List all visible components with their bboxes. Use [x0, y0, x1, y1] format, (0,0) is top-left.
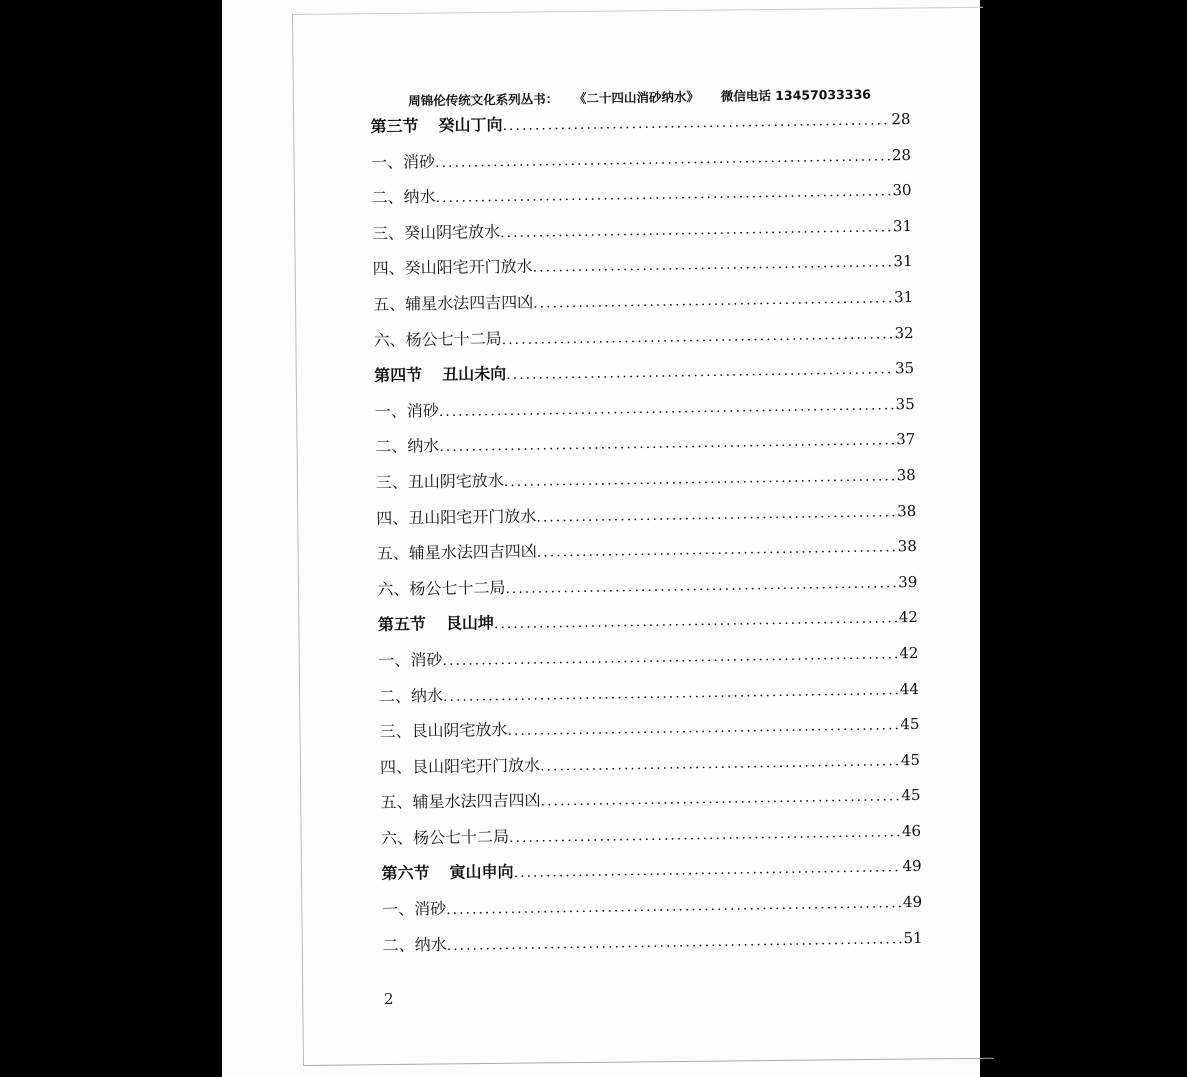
entry-page-number: 28 — [891, 145, 912, 164]
entry-title: 六、杨公七十二局 — [373, 328, 502, 350]
dot-leader — [536, 504, 895, 525]
dot-leader — [435, 148, 890, 171]
section-title: 丑山未向 — [442, 364, 507, 385]
entry-page-number: 42 — [899, 643, 919, 663]
entry-title: 四、艮山阳宅开门放水 — [379, 755, 541, 777]
dot-leader — [502, 112, 889, 134]
entry-page-number: 44 — [899, 679, 920, 698]
dot-leader — [509, 824, 900, 846]
entry-page-number: 46 — [901, 821, 922, 841]
entry-title: 四、丑山阳宅开门放水 — [376, 506, 537, 528]
dot-leader — [537, 539, 896, 560]
entry-title — [378, 611, 494, 636]
section-number: 第六节 — [381, 863, 430, 884]
dot-leader — [442, 646, 897, 669]
dot-leader — [439, 433, 894, 456]
dot-leader — [504, 468, 895, 490]
dot-leader — [514, 860, 901, 882]
entry-title: 四、癸山阳宅开门放水 — [372, 256, 533, 279]
entry-title: 一、消砂 — [381, 899, 447, 919]
entry-title: 一、消砂 — [378, 649, 443, 670]
entry-title: 二、纳水 — [375, 436, 440, 457]
entry-page-number: 38 — [896, 465, 916, 485]
section-number: 第五节 — [377, 614, 427, 635]
entry-page-number: 45 — [900, 715, 920, 734]
entry-title: 二、纳水 — [371, 187, 436, 208]
entry-page-number: 45 — [901, 786, 921, 805]
entry-page-number: 28 — [891, 109, 911, 129]
entry-page-number: 32 — [894, 323, 914, 342]
entry-page-number: 31 — [893, 252, 913, 271]
contact-info: 微信电话 13457033336 — [720, 86, 872, 104]
entry-title: 一、消砂 — [374, 400, 439, 421]
dot-leader — [443, 682, 898, 705]
entry-page-number: 35 — [895, 394, 915, 413]
entry-title: 三、癸山阴宅放水 — [371, 221, 501, 243]
dot-leader — [540, 753, 899, 774]
dot-leader — [494, 611, 897, 633]
dot-leader — [540, 789, 899, 810]
entry-page-number: 38 — [897, 501, 917, 520]
page-number: 2 — [384, 990, 394, 1008]
entry-title — [374, 361, 506, 386]
dot-leader — [507, 717, 898, 739]
entry-page-number: 39 — [898, 572, 918, 591]
entry-page-number: 49 — [902, 857, 922, 876]
entry-page-number: 49 — [902, 892, 923, 912]
dot-leader — [439, 397, 894, 420]
entry-title: 五、辅星水法四吉四凶 — [373, 292, 534, 314]
section-number: 第四节 — [374, 365, 423, 386]
entry-page-number: 51 — [903, 928, 923, 947]
entry-page-number: 42 — [898, 608, 918, 627]
section-number: 第三节 — [370, 116, 419, 136]
entry-title: 五、辅星水法四吉四凶 — [380, 790, 541, 813]
dot-leader — [447, 931, 902, 954]
entry-page-number: 31 — [893, 287, 914, 307]
table-of-contents — [370, 84, 923, 968]
entry-title — [381, 859, 513, 884]
dot-leader — [502, 326, 893, 348]
entry-page-number: 37 — [895, 430, 916, 449]
dot-leader — [533, 290, 892, 311]
entry-title: 六、杨公七十二局 — [380, 826, 510, 848]
series-title: 周锦伦传统文化系列丛书： — [408, 91, 559, 109]
entry-page-number: 35 — [894, 359, 915, 378]
entry-title: 一、消砂 — [370, 151, 436, 172]
section-title: 寅山申向 — [449, 862, 514, 883]
entry-page-number: 45 — [900, 750, 921, 769]
entry-page-number: 31 — [892, 216, 913, 236]
entry-title: 六、杨公七十二局 — [377, 577, 506, 599]
entry-title: 三、艮山阴宅放水 — [379, 720, 508, 742]
dot-leader — [533, 255, 892, 276]
entry-title: 三、丑山阴宅放水 — [375, 470, 504, 492]
section-title: 癸山丁向 — [438, 115, 503, 135]
entry-page-number: 30 — [892, 181, 912, 200]
dot-leader — [505, 575, 896, 597]
section-title: 艮山坤 — [445, 613, 495, 634]
entry-page-number: 38 — [897, 537, 917, 556]
document-page — [222, 0, 980, 1077]
entry-title: 五、辅星水法四吉四凶 — [376, 541, 537, 564]
book-title: 《二十四山消砂纳水》 — [580, 89, 699, 106]
entry-title: 二、纳水 — [378, 685, 444, 706]
dot-leader — [500, 219, 891, 241]
dot-leader — [446, 895, 901, 918]
dot-leader — [506, 361, 893, 383]
entry-title — [370, 112, 502, 137]
entry-title: 二、纳水 — [382, 934, 447, 955]
dot-leader — [435, 183, 890, 206]
